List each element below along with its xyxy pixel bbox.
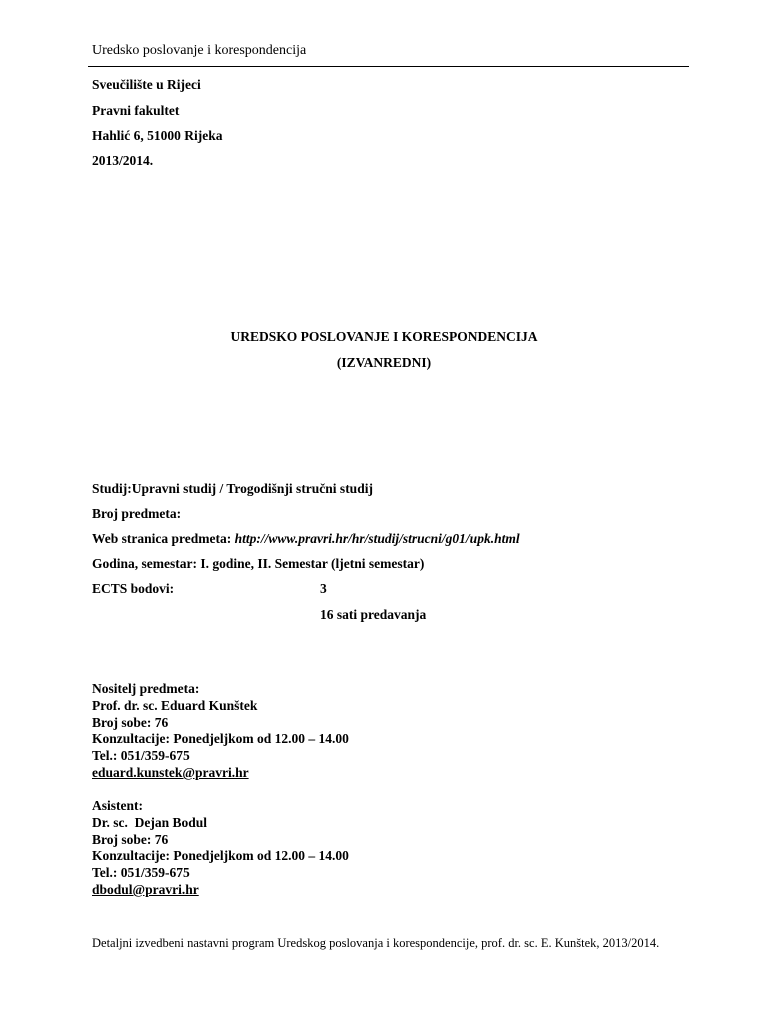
- faculty-name: Pravni fakultet: [92, 103, 180, 118]
- course-title: UREDSKO POSLOVANJE I KORESPONDENCIJA: [230, 329, 538, 344]
- assistant-label: Asistent:: [92, 798, 143, 813]
- university-name: Sveučilište u Rijeci: [92, 77, 201, 92]
- godina-line: [92, 556, 424, 572]
- faculty-address: Hahlić 6, 51000 Rijeka: [92, 128, 223, 143]
- studij-value: Upravni studij / Trogodišnji stručni studij: [131, 481, 373, 496]
- ects-label: ECTS bodovi:: [92, 581, 175, 596]
- assistant-phone: Tel.: 051/359-675: [92, 865, 190, 881]
- header-divider: [88, 66, 689, 67]
- broj-predmeta-label: Broj predmeta:: [92, 506, 182, 521]
- holder-room: Broj sobe: 76: [92, 714, 169, 730]
- academic-year: 2013/2014.: [92, 153, 154, 168]
- holder-phone: Tel.: 051/359-675: [92, 748, 190, 764]
- ects-value: 3: [320, 581, 327, 596]
- godina-label: Godina, semestar:: [92, 556, 201, 571]
- holder-consultations: Konzultacije: Ponedjeljkom od 12.00 – 14.00: [92, 731, 349, 747]
- assistant-email-link[interactable]: dbodul@pravri.hr: [92, 881, 199, 897]
- course-web-link[interactable]: http://www.pravri.hr/hr/studij/strucni/g01/upk.html: [234, 531, 520, 546]
- holder-block: [92, 681, 349, 782]
- holder-email-link[interactable]: eduard.kunstek@pravri.hr: [92, 764, 249, 780]
- page-footer: Detaljni izvedbeni nastavni program Uredskog poslovanja i korespondencije, prof. dr. sc. E. Kunštek, 2013/2014.: [92, 936, 660, 950]
- running-header: Uredsko poslovanje i korespondencija: [92, 43, 307, 58]
- assistant-block: [92, 798, 349, 899]
- holder-name: Prof. dr. sc. Eduard Kunštek: [92, 697, 258, 713]
- lecture-hours: 16 sati predavanja: [320, 607, 427, 622]
- assistant-name: Dr. sc. Dejan Bodul: [92, 814, 208, 830]
- course-subtitle: (IZVANREDNI): [336, 355, 432, 370]
- godina-value: I. godine, II. Semestar (ljetni semestar): [200, 556, 425, 571]
- studij-label: Studij:: [92, 481, 132, 496]
- assistant-room: Broj sobe: 76: [92, 831, 169, 847]
- assistant-consultations: Konzultacije: Ponedjeljkom od 12.00 – 14.00: [92, 848, 349, 864]
- web-line: [92, 531, 520, 547]
- studij-line: [92, 481, 373, 497]
- web-label: Web stranica predmeta:: [92, 531, 235, 546]
- holder-label: Nositelj predmeta:: [92, 681, 200, 696]
